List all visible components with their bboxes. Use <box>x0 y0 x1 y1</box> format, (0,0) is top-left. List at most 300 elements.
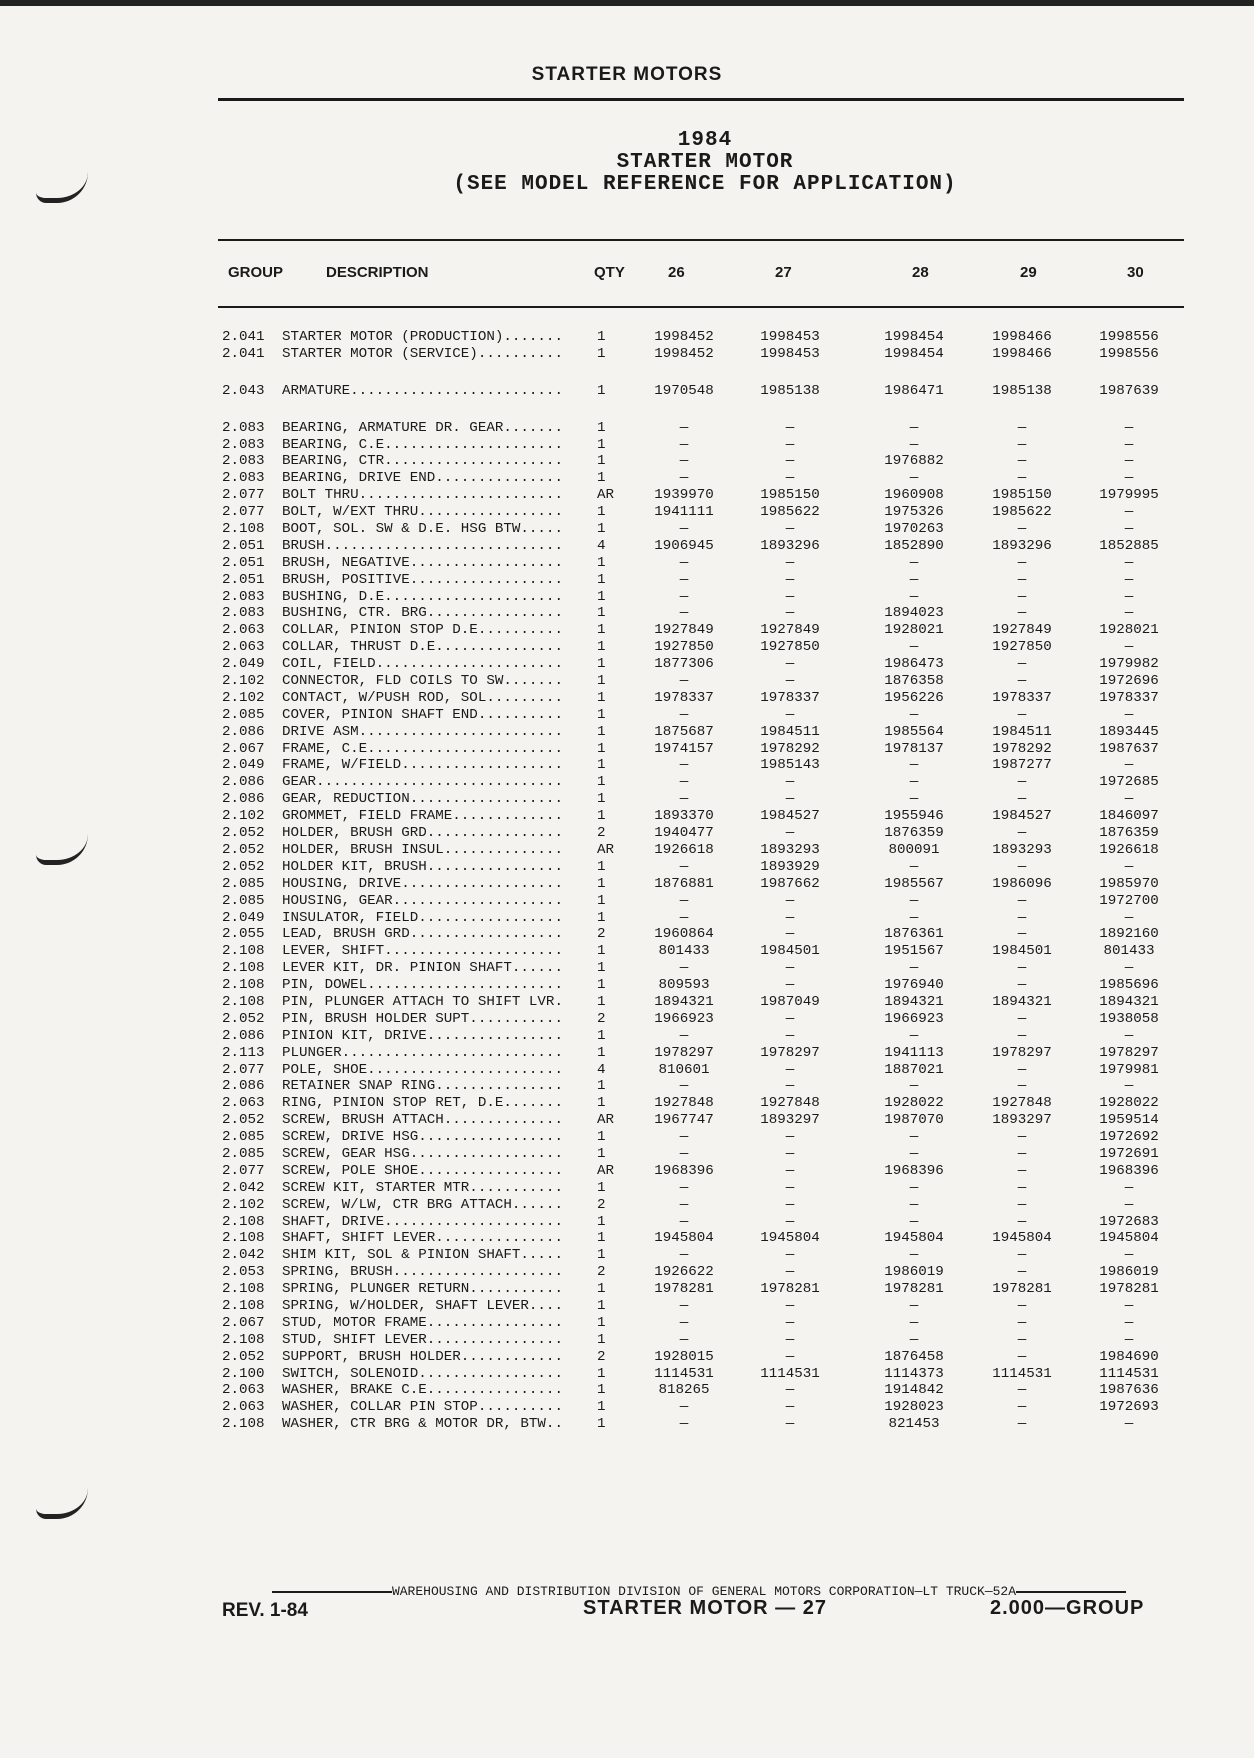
cell-model-27: — <box>785 521 795 538</box>
cell-model-30: — <box>1124 1179 1134 1196</box>
cell-model-28: 1998454 <box>884 329 944 345</box>
cell-group: 2.052 <box>222 1112 265 1129</box>
cell-model-29: — <box>1017 1162 1027 1179</box>
cell-model-29: — <box>1017 1331 1027 1348</box>
cell-qty: 1 <box>597 1129 606 1146</box>
cell-model-30: — <box>1124 909 1134 926</box>
cell-model-26: 818265 <box>658 1382 710 1399</box>
cell-model-28: 1985567 <box>884 875 944 892</box>
cell-description: SCREW, W/LW, CTR BRG ATTACH...... <box>282 1196 563 1213</box>
cell-model-29: — <box>1017 554 1027 571</box>
cell-model-29: — <box>1017 521 1027 538</box>
cell-model-26: 1114531 <box>654 1365 714 1382</box>
cell-description: RETAINER SNAP RING............... <box>282 1078 563 1095</box>
cell-model-28: 1976882 <box>884 453 944 470</box>
cell-group: 2.051 <box>222 571 265 588</box>
cell-model-28: 1966923 <box>884 1010 944 1027</box>
cell-model-29: 1978292 <box>992 740 1052 757</box>
cell-model-28: 1887021 <box>884 1061 944 1078</box>
cell-qty: 1 <box>597 993 606 1010</box>
cell-model-28: 1951567 <box>884 943 944 960</box>
cell-description: SCREW, GEAR HSG.................. <box>282 1145 563 1162</box>
cell-model-26: 1906945 <box>654 537 714 554</box>
cell-description: GEAR, REDUCTION.................. <box>282 791 563 808</box>
cell-model-27: — <box>785 1078 795 1095</box>
table-row <box>222 1062 1182 1079</box>
cell-qty: 1 <box>597 345 606 362</box>
table-row <box>222 741 1182 758</box>
table-row <box>222 1045 1182 1062</box>
table-row <box>222 960 1182 977</box>
cell-model-26: 1998452 <box>654 329 714 345</box>
cell-model-27: — <box>785 588 795 605</box>
cell-qty: 2 <box>597 1348 606 1365</box>
cell-model-29: — <box>1017 436 1027 453</box>
table-row <box>222 1247 1182 1264</box>
binder-hole-mark <box>36 834 88 865</box>
cell-model-29: — <box>1017 774 1027 791</box>
footer-rule-right <box>1016 1591 1126 1593</box>
table-row <box>222 383 1182 400</box>
cell-model-26: 1877306 <box>654 656 714 673</box>
cell-model-30: 1928021 <box>1099 622 1159 639</box>
table-row <box>222 605 1182 622</box>
cell-qty: 1 <box>597 1027 606 1044</box>
cell-qty: 1 <box>597 858 606 875</box>
cell-description: LEAD, BRUSH GRD.................. <box>282 926 563 943</box>
cell-model-27: 1893297 <box>760 1112 820 1129</box>
cell-model-30: 1985970 <box>1099 875 1159 892</box>
table-row <box>222 1230 1182 1247</box>
cell-group: 2.113 <box>222 1044 265 1061</box>
cell-model-28: — <box>909 909 919 926</box>
cell-model-27: 1893293 <box>760 841 820 858</box>
cell-model-28: 1852890 <box>884 537 944 554</box>
cell-model-27: — <box>785 1314 795 1331</box>
cell-group: 2.102 <box>222 689 265 706</box>
table-row <box>222 1332 1182 1349</box>
cell-model-29: — <box>1017 1382 1027 1399</box>
cell-model-27: 1978337 <box>760 689 820 706</box>
cell-model-29: — <box>1017 1264 1027 1281</box>
table-row <box>222 757 1182 774</box>
cell-model-26: — <box>679 1331 689 1348</box>
cell-description: COLLAR, PINION STOP D.E.......... <box>282 622 563 639</box>
cell-model-30: — <box>1124 554 1134 571</box>
cell-model-26: 1978297 <box>654 1044 714 1061</box>
header-rule <box>218 98 1184 101</box>
cell-model-26: 1894321 <box>654 993 714 1010</box>
cell-qty: 1 <box>597 892 606 909</box>
cell-model-28: 1928022 <box>884 1095 944 1112</box>
cell-model-29: — <box>1017 1297 1027 1314</box>
table-row <box>222 1264 1182 1281</box>
column-header-model-26: 26 <box>668 264 685 281</box>
cell-model-28: 1894023 <box>884 605 944 622</box>
table-row <box>222 538 1182 555</box>
cell-model-26: 1926618 <box>654 841 714 858</box>
cell-model-28: — <box>909 757 919 774</box>
cell-model-29: 1945804 <box>992 1230 1052 1247</box>
cell-description: HOUSING, GEAR.................... <box>282 892 563 909</box>
cell-model-28: — <box>909 436 919 453</box>
cell-group: 2.052 <box>222 1348 265 1365</box>
cell-qty: 1 <box>597 1399 606 1416</box>
cell-model-26: — <box>679 892 689 909</box>
cell-model-30: — <box>1124 858 1134 875</box>
cell-model-28: — <box>909 858 919 875</box>
cell-model-27: 1978297 <box>760 1044 820 1061</box>
cell-qty: 1 <box>597 1382 606 1399</box>
cell-group: 2.063 <box>222 639 265 656</box>
table-row <box>222 707 1182 724</box>
cell-model-28: 1986471 <box>884 382 944 399</box>
cell-description: COIL, FIELD...................... <box>282 656 563 673</box>
cell-model-29: — <box>1017 977 1027 994</box>
column-header-description: DESCRIPTION <box>326 264 429 281</box>
cell-model-26: — <box>679 521 689 538</box>
cell-qty: 1 <box>597 419 606 436</box>
cell-model-26: 810601 <box>658 1061 710 1078</box>
cell-group: 2.086 <box>222 791 265 808</box>
cell-model-28: 1975326 <box>884 504 944 521</box>
cell-qty: 1 <box>597 639 606 656</box>
cell-model-26: 1927850 <box>654 639 714 656</box>
cell-description: CONTACT, W/PUSH ROD, SOL......... <box>282 689 563 706</box>
cell-model-29: 1893297 <box>992 1112 1052 1129</box>
cell-model-30: — <box>1124 521 1134 538</box>
cell-model-30: — <box>1124 1314 1134 1331</box>
cell-model-27: — <box>785 706 795 723</box>
cell-group: 2.083 <box>222 588 265 605</box>
cell-model-27: 1984511 <box>760 723 820 740</box>
cell-group: 2.108 <box>222 1230 265 1247</box>
cell-model-27: 1984527 <box>760 808 820 825</box>
table-row <box>222 589 1182 606</box>
table-row <box>222 639 1182 656</box>
cell-model-29: 1986096 <box>992 875 1052 892</box>
cell-qty: AR <box>597 841 615 858</box>
cell-qty: 1 <box>597 1078 606 1095</box>
cell-model-29: 1985622 <box>992 504 1052 521</box>
cell-model-28: — <box>909 1196 919 1213</box>
cell-qty: 1 <box>597 1416 606 1433</box>
cell-qty: 1 <box>597 329 606 345</box>
cell-group: 2.063 <box>222 622 265 639</box>
cell-model-29: — <box>1017 706 1027 723</box>
cell-model-26: 1998452 <box>654 345 714 362</box>
cell-model-28: — <box>909 554 919 571</box>
cell-model-30: — <box>1124 1331 1134 1348</box>
cell-model-29: — <box>1017 1416 1027 1433</box>
table-top-rule <box>218 239 1184 241</box>
cell-model-26: — <box>679 1027 689 1044</box>
cell-model-28: 821453 <box>888 1416 940 1433</box>
cell-model-26: — <box>679 960 689 977</box>
cell-model-27: — <box>785 1382 795 1399</box>
cell-description: SHIM KIT, SOL & PINION SHAFT..... <box>282 1247 563 1264</box>
cell-qty: 1 <box>597 1230 606 1247</box>
cell-qty: 1 <box>597 382 606 399</box>
cell-model-27: — <box>785 554 795 571</box>
cell-group: 2.063 <box>222 1095 265 1112</box>
cell-model-29: — <box>1017 1061 1027 1078</box>
cell-model-27: — <box>785 825 795 842</box>
cell-model-27: — <box>785 436 795 453</box>
cell-description: FRAME, C.E....................... <box>282 740 563 757</box>
cell-description: BRUSH, POSITIVE.................. <box>282 571 563 588</box>
cell-model-26: — <box>679 706 689 723</box>
cell-model-29: 1893296 <box>992 537 1052 554</box>
cell-description: ARMATURE......................... <box>282 382 563 399</box>
cell-group: 2.067 <box>222 740 265 757</box>
cell-model-29: 1984501 <box>992 943 1052 960</box>
cell-group: 2.102 <box>222 808 265 825</box>
cell-model-29: — <box>1017 791 1027 808</box>
binder-hole-mark <box>36 1488 88 1519</box>
cell-model-30: 1894321 <box>1099 993 1159 1010</box>
cell-model-28: — <box>909 1027 919 1044</box>
cell-model-28: 1985564 <box>884 723 944 740</box>
cell-model-30: 1986019 <box>1099 1264 1159 1281</box>
cell-model-30: 1972693 <box>1099 1399 1159 1416</box>
cell-model-30: 1972692 <box>1099 1129 1159 1146</box>
cell-model-27: — <box>785 791 795 808</box>
cell-description: GROMMET, FIELD FRAME............. <box>282 808 563 825</box>
section-title <box>330 130 1080 196</box>
footer-rule-left <box>272 1591 392 1593</box>
cell-model-30: — <box>1124 588 1134 605</box>
cell-qty: 1 <box>597 453 606 470</box>
cell-model-28: — <box>909 588 919 605</box>
table-row <box>222 859 1182 876</box>
cell-model-27: — <box>785 926 795 943</box>
cell-model-28: 1970263 <box>884 521 944 538</box>
cell-description: BEARING, ARMATURE DR. GEAR....... <box>282 419 563 436</box>
table-row <box>222 977 1182 994</box>
cell-description: SHAFT, SHIFT LEVER............... <box>282 1230 563 1247</box>
table-row <box>222 893 1182 910</box>
table-row <box>222 1399 1182 1416</box>
cell-description: SCREW, DRIVE HSG................. <box>282 1129 563 1146</box>
title-year: 1984 <box>677 129 733 152</box>
cell-model-27: — <box>785 1297 795 1314</box>
column-header-qty: QTY <box>594 264 625 281</box>
cell-description: SPRING, BRUSH.................... <box>282 1264 563 1281</box>
cell-model-30: — <box>1124 1196 1134 1213</box>
cell-group: 2.086 <box>222 723 265 740</box>
cell-model-29: — <box>1017 909 1027 926</box>
cell-model-27: — <box>785 1196 795 1213</box>
cell-model-28: — <box>909 892 919 909</box>
cell-description: FRAME, W/FIELD................... <box>282 757 563 774</box>
cell-model-30: — <box>1124 504 1134 521</box>
cell-model-30: — <box>1124 960 1134 977</box>
cell-model-29: — <box>1017 1213 1027 1230</box>
cell-model-29: — <box>1017 1010 1027 1027</box>
cell-description: HOLDER, BRUSH INSUL.............. <box>282 841 563 858</box>
table-row <box>222 1366 1182 1383</box>
cell-model-27: 1985143 <box>760 757 820 774</box>
cell-model-30: — <box>1124 757 1134 774</box>
cell-description: BUSHING, D.E..................... <box>282 588 563 605</box>
cell-model-28: — <box>909 1213 919 1230</box>
cell-description: STARTER MOTOR (PRODUCTION)....... <box>282 329 563 345</box>
cell-group: 2.086 <box>222 1078 265 1095</box>
table-row <box>222 1146 1182 1163</box>
table-row <box>222 1028 1182 1045</box>
cell-qty: 1 <box>597 605 606 622</box>
cell-qty: 1 <box>597 521 606 538</box>
cell-model-28: 1876359 <box>884 825 944 842</box>
cell-model-26: 1978337 <box>654 689 714 706</box>
cell-qty: AR <box>597 1162 615 1179</box>
cell-model-26: — <box>679 470 689 487</box>
table-row <box>222 521 1182 538</box>
cell-qty: 4 <box>597 537 606 554</box>
cell-model-29: — <box>1017 571 1027 588</box>
cell-model-27: — <box>785 1264 795 1281</box>
cell-group: 2.049 <box>222 757 265 774</box>
cell-model-27: — <box>785 470 795 487</box>
cell-model-27: — <box>785 774 795 791</box>
cell-description: BEARING, CTR..................... <box>282 453 563 470</box>
table-row <box>222 487 1182 504</box>
cell-model-29: — <box>1017 892 1027 909</box>
cell-qty: 1 <box>597 571 606 588</box>
cell-model-28: — <box>909 470 919 487</box>
cell-model-26: 1940477 <box>654 825 714 842</box>
cell-model-28: — <box>909 1314 919 1331</box>
cell-model-30: 1979981 <box>1099 1061 1159 1078</box>
cell-model-28: — <box>909 774 919 791</box>
cell-model-30: 1979982 <box>1099 656 1159 673</box>
cell-model-27: — <box>785 977 795 994</box>
cell-qty: 1 <box>597 622 606 639</box>
cell-model-26: 1945804 <box>654 1230 714 1247</box>
cell-group: 2.108 <box>222 521 265 538</box>
cell-model-27: — <box>785 1129 795 1146</box>
cell-model-26: 1974157 <box>654 740 714 757</box>
cell-model-30: 1978337 <box>1099 689 1159 706</box>
cell-group: 2.052 <box>222 1010 265 1027</box>
cell-model-30: 1972696 <box>1099 673 1159 690</box>
cell-qty: 1 <box>597 1044 606 1061</box>
cell-model-27: — <box>785 909 795 926</box>
cell-model-29: 1998466 <box>992 329 1052 345</box>
cell-qty: 1 <box>597 588 606 605</box>
cell-model-30: 1987639 <box>1099 382 1159 399</box>
cell-model-30: 1959514 <box>1099 1112 1159 1129</box>
cell-qty: 1 <box>597 1213 606 1230</box>
cell-group: 2.108 <box>222 1297 265 1314</box>
cell-model-28: 800091 <box>888 841 940 858</box>
cell-model-30: — <box>1124 1027 1134 1044</box>
cell-model-28: 1914842 <box>884 1382 944 1399</box>
cell-model-29: 1984511 <box>992 723 1052 740</box>
cell-model-28: — <box>909 1129 919 1146</box>
table-row <box>222 504 1182 521</box>
cell-model-30: — <box>1124 706 1134 723</box>
table-row <box>222 572 1182 589</box>
cell-description: SUPPORT, BRUSH HOLDER............ <box>282 1348 563 1365</box>
cell-model-30: — <box>1124 791 1134 808</box>
cell-model-30: — <box>1124 436 1134 453</box>
cell-model-29: 1978297 <box>992 1044 1052 1061</box>
cell-description: BEARING, C.E..................... <box>282 436 563 453</box>
cell-model-30: — <box>1124 1078 1134 1095</box>
cell-model-26: 1875687 <box>654 723 714 740</box>
table-row <box>222 774 1182 791</box>
cell-model-27: — <box>785 1348 795 1365</box>
cell-model-26: 801433 <box>658 943 710 960</box>
cell-description: PIN, BRUSH HOLDER SUPT........... <box>282 1010 563 1027</box>
cell-model-28: 1978137 <box>884 740 944 757</box>
table-row <box>222 1078 1182 1095</box>
cell-group: 2.100 <box>222 1365 265 1382</box>
cell-description: SPRING, PLUNGER RETURN........... <box>282 1281 563 1298</box>
table-row <box>222 1095 1182 1112</box>
cell-model-26: 1939970 <box>654 487 714 504</box>
cell-qty: 1 <box>597 774 606 791</box>
cell-group: 2.052 <box>222 858 265 875</box>
cell-model-28: 1976940 <box>884 977 944 994</box>
table-row <box>222 724 1182 741</box>
column-header-group: GROUP <box>228 264 284 281</box>
cell-model-27: 1984501 <box>760 943 820 960</box>
cell-group: 2.052 <box>222 825 265 842</box>
cell-qty: 1 <box>597 1179 606 1196</box>
cell-group: 2.083 <box>222 419 265 436</box>
cell-description: PIN, PLUNGER ATTACH TO SHIFT LVR. <box>282 993 563 1010</box>
table-row <box>222 1349 1182 1366</box>
cell-group: 2.108 <box>222 960 265 977</box>
cell-model-27: — <box>785 1331 795 1348</box>
cell-model-29: — <box>1017 1027 1027 1044</box>
cell-model-29: — <box>1017 1179 1027 1196</box>
cell-model-29: — <box>1017 1348 1027 1365</box>
cell-description: BOLT THRU........................ <box>282 487 563 504</box>
cell-model-27: — <box>785 1061 795 1078</box>
cell-description: BRUSH............................ <box>282 537 563 554</box>
cell-group: 2.085 <box>222 892 265 909</box>
cell-model-28: 1876458 <box>884 1348 944 1365</box>
cell-model-27: — <box>785 1162 795 1179</box>
binder-hole-mark <box>36 172 88 203</box>
table-row <box>222 943 1182 960</box>
table-row <box>222 1382 1182 1399</box>
cell-description: WASHER, COLLAR PIN STOP.......... <box>282 1399 563 1416</box>
cell-model-30: 1928022 <box>1099 1095 1159 1112</box>
cell-model-29: — <box>1017 588 1027 605</box>
cell-description: COVER, PINION SHAFT END.......... <box>282 706 563 723</box>
cell-model-29: — <box>1017 960 1027 977</box>
cell-description: LEVER, SHIFT..................... <box>282 943 563 960</box>
page-top-edge <box>0 0 1254 6</box>
cell-model-28: 1960908 <box>884 487 944 504</box>
cell-group: 2.102 <box>222 673 265 690</box>
cell-model-26: — <box>679 605 689 622</box>
cell-model-28: 1956226 <box>884 689 944 706</box>
cell-model-27: 1985622 <box>760 504 820 521</box>
cell-group: 2.042 <box>222 1179 265 1196</box>
cell-model-27: 1893929 <box>760 858 820 875</box>
table-row <box>222 926 1182 943</box>
cell-model-30: 1972683 <box>1099 1213 1159 1230</box>
cell-group: 2.085 <box>222 706 265 723</box>
cell-group: 2.077 <box>222 504 265 521</box>
cell-model-26: — <box>679 1399 689 1416</box>
